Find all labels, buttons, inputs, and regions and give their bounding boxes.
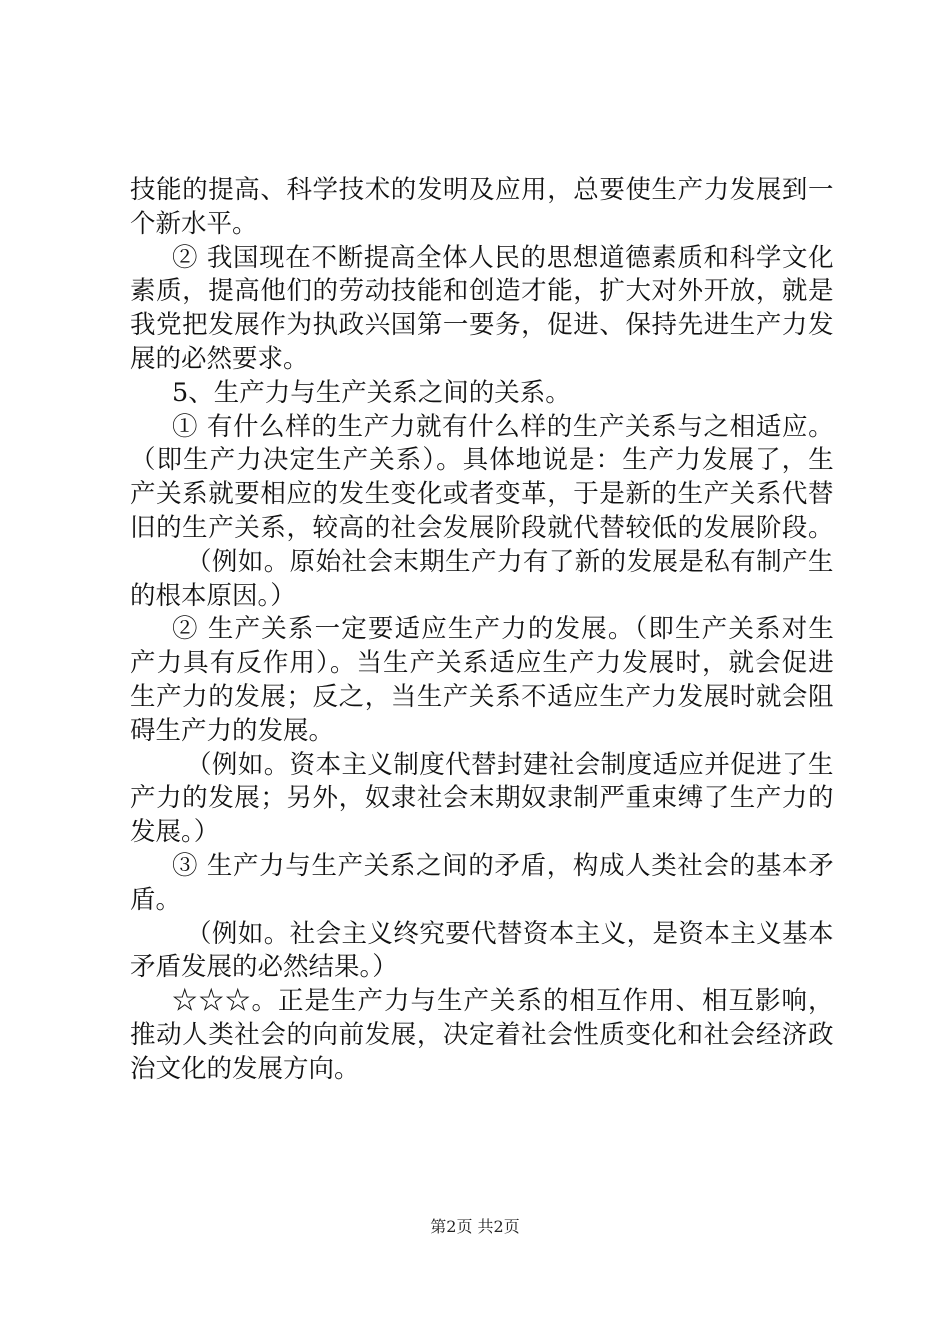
text-line: （例如。原始社会末期生产力有了新的发展是私有制产生 — [186, 546, 834, 577]
page-footer: 第2页 共2页 — [430, 1217, 520, 1236]
text-line: 推动人类社会的向前发展，决定着社会性质变化和社会经济政 — [130, 1020, 835, 1050]
text-line: 我党把发展作为执政兴国第一要务，促进、保持先进生产力发 — [130, 310, 835, 341]
text-line: 旧的生产关系，较高的社会发展阶段就代替较低的发展阶段。 — [130, 513, 835, 543]
text-line: ② 生产关系一定要适应生产力的发展。（即生产关系对生 — [172, 614, 836, 645]
text-line: 产力的发展；另外，奴隶社会末期奴隶制严重束缚了生产力的 — [130, 783, 835, 814]
text-line: ② 我国现在不断提高全体人民的思想道德素质和科学文化 — [172, 242, 835, 273]
text-line: ③ 生产力与生产关系之间的矛盾，构成人类社会的基本矛 — [172, 851, 835, 881]
text-line: （即生产力决定生产关系）。具体地说是：生产力发展了，生 — [130, 445, 835, 476]
text-line: 发展。） — [130, 817, 220, 848]
text-line: 产关系就要相应的发生变化或者变革，于是新的生产关系代替 — [130, 479, 835, 510]
text-line: 矛盾发展的必然结果。） — [130, 952, 398, 983]
text-line: 个新水平。 — [130, 208, 258, 239]
text-line: 碍生产力的发展。 — [130, 715, 335, 746]
text-line: 素质，提高他们的劳动技能和创造才能，扩大对外开放，就是 — [130, 276, 835, 307]
text-line: （例如。资本主义制度代替封建社会制度适应并促进了生 — [186, 749, 834, 780]
text-line: 的根本原因。） — [130, 580, 296, 611]
text-line: 盾。 — [130, 884, 182, 915]
text-line: 生产力的发展；反之，当生产关系不适应生产力发展时就会阻 — [130, 682, 835, 712]
text-line: 技能的提高、科学技术的发明及应用，总要使生产力发展到一 — [130, 175, 835, 205]
text-line: （例如。社会主义终究要代替资本主义，是资本主义基本 — [186, 918, 834, 949]
text-line: ① 有什么样的生产力就有什么样的生产关系与之相适应。 — [172, 411, 835, 442]
text-line: 治文化的发展方向。 — [130, 1053, 360, 1084]
text-line: ☆☆☆。正是生产力与生产关系的相互作用、相互影响， — [172, 986, 835, 1017]
text-line: 5、生产力与生产关系之间的关系。 — [172, 377, 571, 408]
text-line: 展的必然要求。 — [130, 344, 309, 374]
text-line: 产力具有反作用）。当生产关系适应生产力发展时，就会促进 — [130, 648, 835, 679]
